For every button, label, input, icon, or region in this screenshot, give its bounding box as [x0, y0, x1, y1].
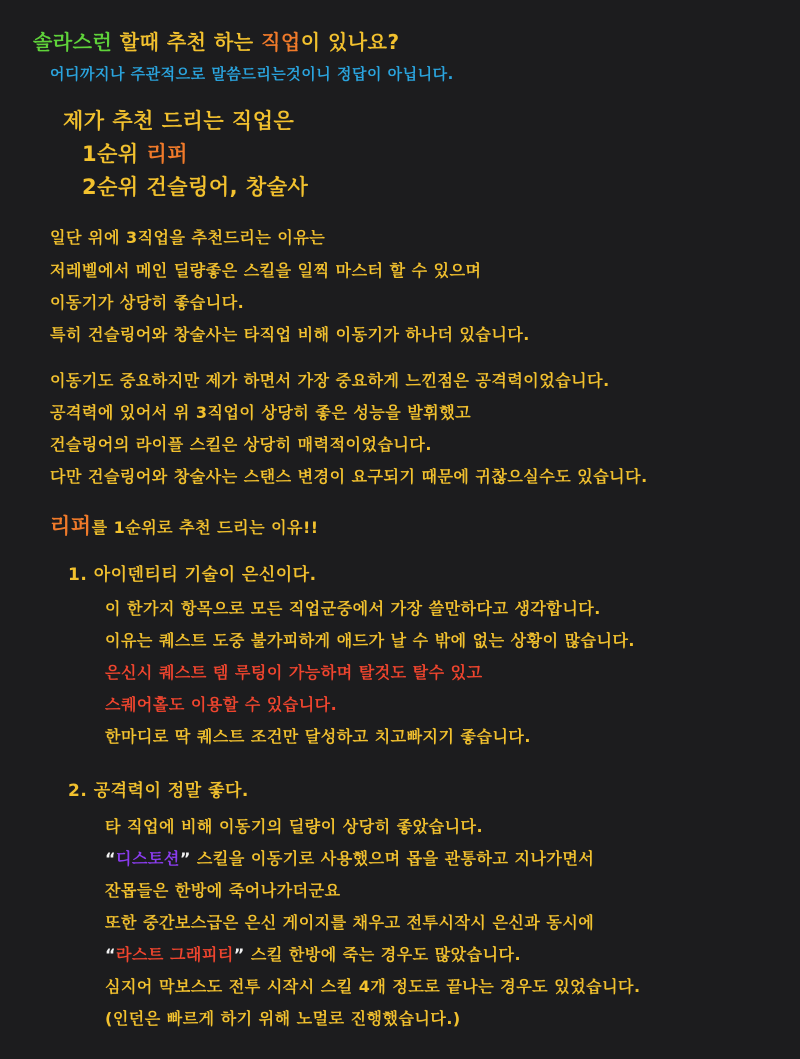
- reaper-heading: [50, 510, 319, 540]
- quote-close: ”: [233, 945, 245, 964]
- title-text: 할때 추천 하는: [112, 30, 262, 54]
- title-job-word: 직업: [261, 30, 301, 54]
- skill-last-graffiti: 라스트 그래피티: [116, 945, 234, 964]
- paragraph-line: 일단 위에 3직업을 추천드리는 이유는: [50, 228, 326, 247]
- subtitle-disclaimer: 어디까지나 주관적으로 말씀드리는것이니 정답이 아닙니다.: [50, 65, 454, 83]
- title-question: 이 있나요?: [300, 30, 400, 54]
- rank2-label: 2순위: [82, 175, 147, 199]
- paragraph-line: 특히 건슬링어와 창술사는 타직업 비해 이동기가 하나더 있습니다.: [50, 325, 530, 344]
- paragraph-line: 이동기가 상당히 좋습니다.: [50, 293, 245, 312]
- paragraph-line: 공격력에 있어서 위 3직업이 상당히 좋은 성능을 발휘했고: [50, 403, 472, 422]
- section1-title: 1. 아이덴티티 기술이 은신이다.: [68, 565, 317, 585]
- section1-line: 이 한가지 항목으로 모든 직업군중에서 가장 쓸만하다고 생각합니다.: [105, 599, 601, 618]
- recommend-heading: 제가 추천 드리는 직업은: [63, 109, 295, 133]
- rank2-job: 건슬링어, 창술사: [146, 175, 309, 199]
- section1-line-highlight: 은신시 퀘스트 템 루팅이 가능하며 탈것도 탈수 있고: [105, 663, 483, 682]
- paragraph-line: 이동기도 중요하지만 제가 하면서 가장 중요하게 느낀점은 공격력이었습니다.: [50, 371, 610, 390]
- rank1-label: 1순위: [82, 142, 147, 166]
- quote-open: “: [105, 849, 117, 868]
- section2-line: 또한 중간보스급은 은신 게이지를 채우고 전투시작시 은신과 동시에: [105, 913, 595, 932]
- section2-line: [105, 942, 521, 965]
- paragraph-line: 저레벨에서 메인 딜량좋은 스킬을 일찍 마스터 할 수 있으며: [50, 261, 482, 280]
- section2-line: [105, 846, 594, 869]
- rank1-job: 리퍼: [146, 142, 189, 166]
- section1-line-highlight: 스퀘어홀도 이용할 수 있습니다.: [105, 695, 338, 714]
- reaper-heading-text: 를 1순위로 추천 드리는 이유!!: [91, 518, 319, 537]
- section2-line: 심지어 막보스도 전투 시작시 스킬 4개 정도로 끝나는 경우도 있었습니다.: [105, 977, 641, 996]
- skill-distortion: 디스토션: [116, 849, 180, 868]
- quote-open: “: [105, 945, 117, 964]
- section2-line-text: 스킬을 이동기로 사용했으며 몹을 관통하고 지나가면서: [190, 849, 595, 868]
- section2-title: 2. 공격력이 정말 좋다.: [68, 781, 249, 801]
- quote-close: ”: [179, 849, 191, 868]
- rank2-line: [82, 171, 308, 201]
- page-title: [33, 26, 400, 55]
- paragraph-line: 다만 건슬링어와 창술사는 스탠스 변경이 요구되기 때문에 귀찮으실수도 있습니다.: [50, 467, 648, 486]
- section2-line: 타 직업에 비해 이동기의 딜량이 상당히 좋았습니다.: [105, 817, 484, 836]
- section1-line: 한마디로 딱 퀘스트 조건만 달성하고 치고빠지기 좋습니다.: [105, 727, 531, 746]
- section2-line-text: 스킬 한방에 죽는 경우도 많았습니다.: [244, 945, 522, 964]
- title-game-name: 솔라스런: [33, 30, 113, 54]
- rank1-line: [82, 138, 188, 168]
- section2-line: 잔몹들은 한방에 죽어나가더군요: [105, 881, 341, 900]
- section1-line: 이유는 퀘스트 도중 불가피하게 애드가 날 수 밖에 없는 상황이 많습니다.: [105, 631, 636, 650]
- section2-line: (인던은 빠르게 하기 위해 노멀로 진행했습니다.): [105, 1009, 461, 1028]
- reaper-heading-highlight: 리퍼: [50, 514, 92, 538]
- paragraph-line: 건슬링어의 라이플 스킬은 상당히 매력적이었습니다.: [50, 435, 432, 454]
